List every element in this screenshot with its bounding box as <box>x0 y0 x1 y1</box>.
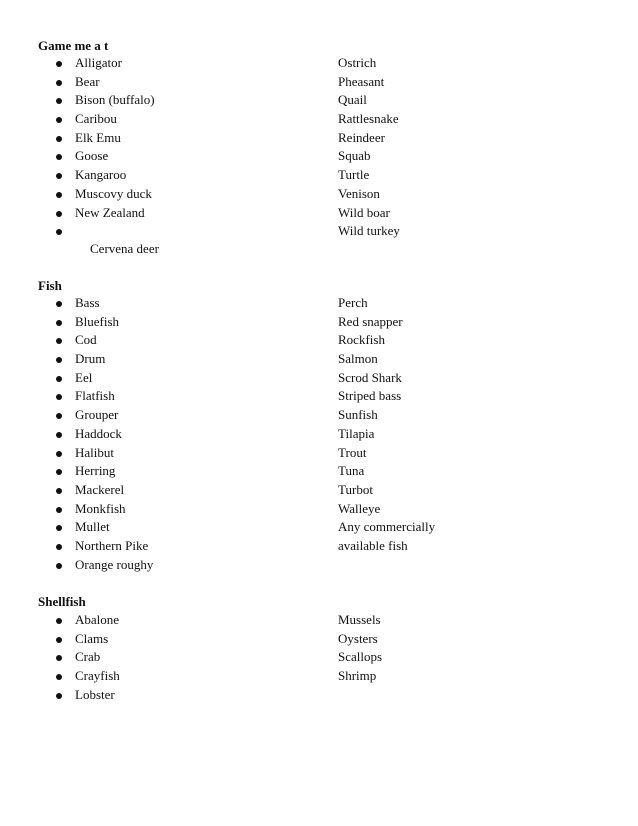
list-item: Scallops <box>338 649 383 665</box>
bullet-icon <box>56 544 62 550</box>
shellfish-list-left <box>52 611 120 704</box>
bullet-icon <box>56 394 62 400</box>
list-item: Bass <box>52 294 153 313</box>
list-item: Salmon <box>338 351 378 367</box>
list-item: Pheasant <box>338 73 385 89</box>
list-item: New Zealand <box>52 204 155 223</box>
list-item: Striped bass <box>338 388 402 404</box>
fish-list-left <box>52 294 153 574</box>
list-item: available fish <box>338 537 408 553</box>
list-item: Lobster <box>52 686 120 705</box>
list-item: Elk Emu <box>52 129 155 148</box>
list-item: Bison (buffalo) <box>52 91 155 110</box>
bullet-icon <box>56 98 62 104</box>
bullet-icon <box>56 117 62 123</box>
list-item: Sunfish <box>338 407 378 423</box>
bullet-icon <box>56 357 62 363</box>
game-meat-list-right <box>338 54 400 241</box>
list-item <box>52 222 155 241</box>
shellfish-list-right <box>338 611 382 686</box>
list-item: Oysters <box>338 630 378 646</box>
bullet-icon <box>56 693 62 699</box>
list-item: Herring <box>52 462 153 481</box>
list-item: Drum <box>52 350 153 369</box>
bullet-icon <box>56 637 62 643</box>
bullet-icon <box>56 525 62 531</box>
bullet-icon <box>56 618 62 624</box>
list-item: Haddock <box>52 425 153 444</box>
bullet-icon <box>56 301 62 307</box>
list-item: Monkfish <box>52 500 153 519</box>
list-item: Trout <box>338 444 367 460</box>
list-item: Wild boar <box>338 204 390 220</box>
bullet-icon <box>56 80 62 86</box>
list-item: Cod <box>52 331 153 350</box>
list-item: Shrimp <box>338 668 377 684</box>
bullet-icon <box>56 61 62 67</box>
list-item: Alligator <box>52 54 155 73</box>
list-item: Turbot <box>338 481 373 497</box>
bullet-icon <box>56 451 62 457</box>
list-item: Squab <box>338 148 371 164</box>
list-item: Ostrich <box>338 55 377 70</box>
fish-list-right <box>338 294 435 556</box>
bullet-icon <box>56 211 62 217</box>
list-item: Muscovy duck <box>52 185 155 204</box>
game-meat-list-left <box>52 54 155 241</box>
list-item: Goose <box>52 147 155 166</box>
list-item: Turtle <box>338 167 370 183</box>
bullet-icon <box>56 229 62 235</box>
bullet-icon <box>56 674 62 680</box>
list-item: Wild turkey <box>338 223 400 239</box>
bullet-icon <box>56 413 62 419</box>
list-item: Reindeer <box>338 129 385 145</box>
list-item: Mussels <box>338 612 381 627</box>
list-item: Grouper <box>52 406 153 425</box>
list-item: Mullet <box>52 518 153 537</box>
list-item: Kangaroo <box>52 166 155 185</box>
list-item: Venison <box>338 185 380 201</box>
bullet-icon <box>56 563 62 569</box>
list-item: Mackerel <box>52 481 153 500</box>
section-heading-fish: Fish <box>38 278 62 293</box>
list-item: Halibut <box>52 444 153 463</box>
bullet-icon <box>56 469 62 475</box>
list-item: Northern Pike <box>52 537 153 556</box>
list-item: Rockfish <box>338 332 385 348</box>
list-item: Perch <box>338 295 368 310</box>
bullet-icon <box>56 192 62 198</box>
list-item: Caribou <box>52 110 155 129</box>
list-item: Tilapia <box>338 425 375 441</box>
bullet-icon <box>56 320 62 326</box>
list-item: Red snapper <box>338 313 403 329</box>
list-item: Scrod Shark <box>338 369 402 385</box>
list-item-continuation: Cervena deer <box>90 241 159 256</box>
list-item: Orange roughy <box>52 556 153 575</box>
list-item: Quail <box>338 92 367 108</box>
list-item: Crab <box>52 648 120 667</box>
list-item: Flatfish <box>52 387 153 406</box>
list-item: Abalone <box>52 611 120 630</box>
bullet-icon <box>56 154 62 160</box>
list-item: Clams <box>52 630 120 649</box>
list-item: Bear <box>52 73 155 92</box>
bullet-icon <box>56 655 62 661</box>
bullet-icon <box>56 488 62 494</box>
bullet-icon <box>56 338 62 344</box>
list-item: Tuna <box>338 463 365 479</box>
list-item: Rattlesnake <box>338 111 399 127</box>
list-item: Eel <box>52 369 153 388</box>
bullet-icon <box>56 507 62 513</box>
section-heading-shellfish: Shellfish <box>38 594 86 609</box>
bullet-icon <box>56 376 62 382</box>
list-item: Any commercially <box>338 519 436 535</box>
bullet-icon <box>56 136 62 142</box>
list-item: Bluefish <box>52 313 153 332</box>
bullet-icon <box>56 432 62 438</box>
section-heading-game-meat: Game me a t <box>38 38 109 53</box>
list-item: Crayfish <box>52 667 120 686</box>
list-item: Walleye <box>338 500 381 516</box>
bullet-icon <box>56 173 62 179</box>
